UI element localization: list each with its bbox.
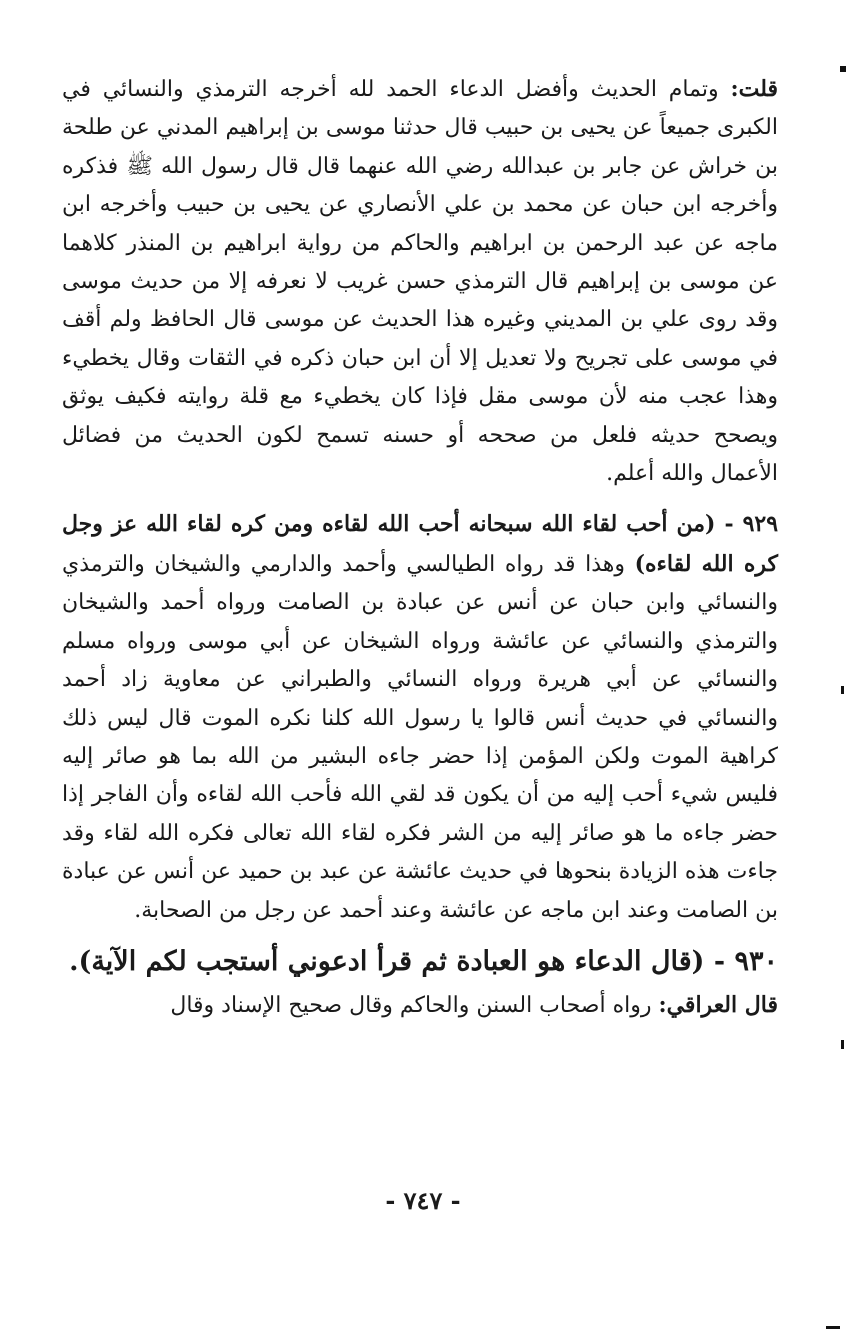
hadith-929-paragraph bbox=[62, 505, 778, 929]
hadith-commentary: وهذا قد رواه الطيالسي وأحمد والدارمي والشيخان والترمذي والنسائي وابن حبان عن أنس عن عبادة بن الصامت ورواه أحمد والشيخان والترمذي والنسائي عن عائشة ورواه الشيخان عن أبي موسى ورواه مسلم والنسائي عن أبي هريرة ورواه النسائي والطبراني عن معاوية زاد أحمد والنسائي في حديث أنس قالوا يا رسول الله كلنا نكره الموت قال ليس ذلك كراهية الموت ولكن المؤمن إذا حضر جاءه البشير من الله بما هو صائر إليه فليس شيء أحب إليه من أن يكون قد لقي الله فأحب الله لقاءه وأن الفاجر إذا حضر جاءه ما هو صائر إليه من الشر فكره لقاء الله تعالى فكره الله لقاء وقد جاءت هذه الزيادة بنحوها في حديث عائشة عن عبد بن حميد عن أنس عن عبادة بن الصامت وعند ابن ماجه عن عائشة وعند أحمد عن رجل من الصحابة. bbox=[62, 551, 778, 923]
hadith-text: (قال الدعاء هو العبادة ثم قرأ ادعوني أستجب لكم الآية). bbox=[69, 945, 705, 977]
scan-mark bbox=[841, 686, 844, 694]
hadith-dash: - bbox=[715, 511, 743, 538]
hadith-number: ٩٣٠ bbox=[734, 945, 778, 977]
commentary-paragraph bbox=[62, 70, 778, 493]
scan-mark bbox=[840, 66, 846, 72]
hadith-number: ٩٢٩ bbox=[742, 511, 779, 538]
scan-mark bbox=[826, 1326, 840, 1329]
hadith-930-heading bbox=[62, 938, 778, 986]
paragraph-lead: قال العراقي: bbox=[658, 991, 778, 1018]
scan-mark bbox=[841, 1040, 844, 1049]
page-body bbox=[62, 70, 778, 1025]
hadith-text: (من أحب لقاء الله سبحانه أحب الله لقاءه ومن كره لقاء الله عز وجل كره الله لقاءه) bbox=[62, 511, 778, 577]
paragraph-text: وتمام الحديث وأفضل الدعاء الحمد لله أخرجه الترمذي والنسائي في الكبرى جميعاً عن يحيى بن حبيب قال حدثنا موسى بن إبراهيم المدني عن طلحة بن خراش عن جابر بن عبدالله رضي الله عنهما قال قال رسول الله ﷺ فذكره وأخرجه ابن حبان عن محمد بن علي الأنصاري عن يحيى بن حبيب وأخرجه ابن ماجه عن عبد الرحمن بن ابراهيم والحاكم من رواية ابراهيم بن المنذر كلاهما عن موسى بن إبراهيم قال الترمذي حسن غريب لا نعرفه إلا من حديث موسى وقد روى علي بن المديني وغيره هذا الحديث عن موسى قال الحافظ ولم أقف في موسى على تجريح ولا تعديل إلا أن ابن حبان ذكره في الثقات وقال يخطيء وهذا عجب منه لأن موسى مقل فإذا كان يخطيء مع قلة روايته فكيف يوثق ويصحح حديثه فلعل من صححه أو حسنه تسمح لكون الحديث من فضائل الأعمال والله أعلم. bbox=[62, 77, 778, 487]
hadith-dash: - bbox=[704, 945, 735, 977]
iraqi-paragraph bbox=[62, 986, 778, 1025]
page-number: - ٧٤٧ - bbox=[385, 1186, 461, 1215]
paragraph-lead: قلت: bbox=[730, 76, 778, 102]
paragraph-text: رواه أصحاب السنن والحاكم وقال صحيح الإسناد وقال bbox=[170, 992, 659, 1018]
